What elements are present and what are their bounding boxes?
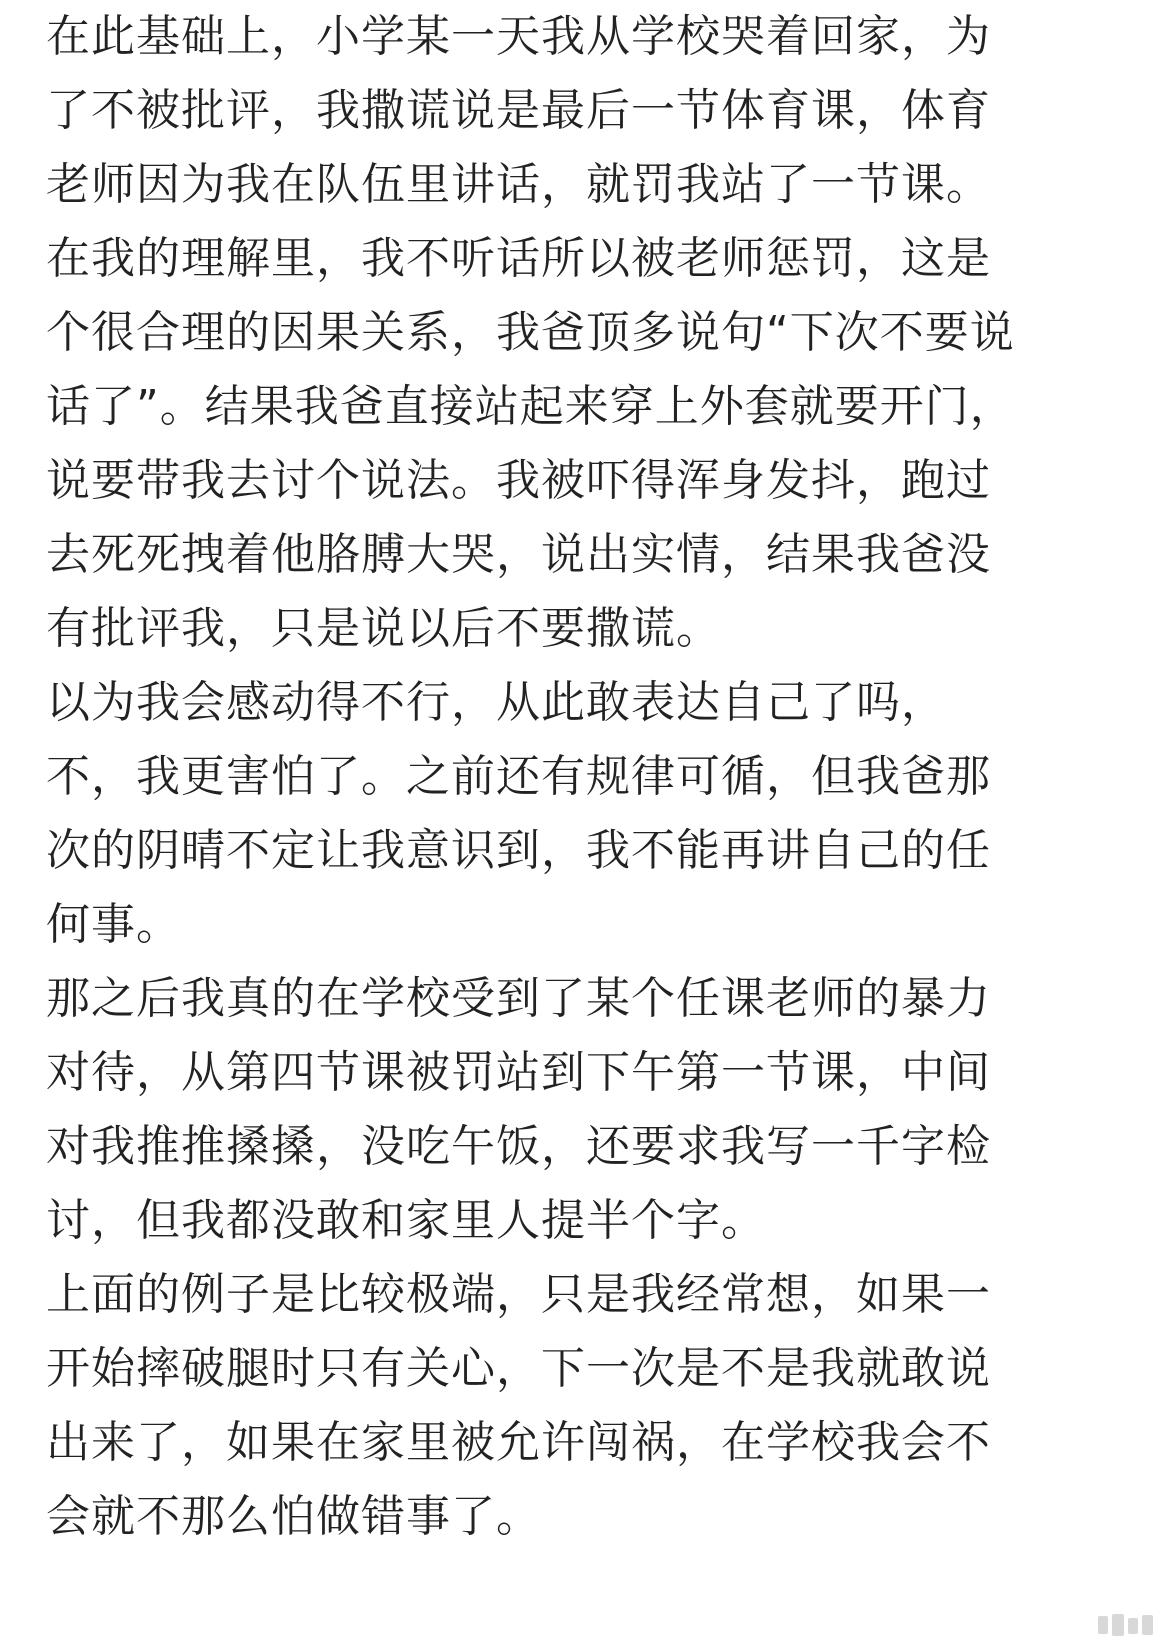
text-line: 次的阴晴不定让我意识到，我不能再讲自己的任 [46, 825, 991, 876]
text-line: 对待，从第四节课被罚站到下午第一节课，中间 [46, 1047, 991, 1098]
text-line: 去死死拽着他胳膊大哭，说出实情，结果我爸没 [46, 529, 991, 580]
watermark-logo-icon [1096, 1610, 1156, 1640]
text-line: 上面的例子是比较极端，只是我经常想，如果一 [46, 1269, 991, 1320]
text-line: 话了”。结果我爸直接站起来穿上外套就要开门， [46, 381, 1015, 432]
text-line: 何事。 [46, 899, 181, 950]
text-line: 开始摔破腿时只有关心，下一次是不是我就敢说 [46, 1343, 991, 1394]
text-line: 那之后我真的在学校受到了某个任课老师的暴力 [46, 973, 991, 1024]
text-line: 不，我更害怕了。之前还有规律可循，但我爸那 [46, 751, 991, 802]
text-line: 在我的理解里，我不听话所以被老师惩罚，这是 [46, 233, 991, 284]
text-line: 了不被批评，我撒谎说是最后一节体育课，体育 [46, 85, 991, 136]
text-line: 以为我会感动得不行，从此敢表达自己了吗， [46, 677, 946, 728]
text-line: 讨，但我都没敢和家里人提半个字。 [46, 1195, 766, 1246]
article-body [46, 0, 1126, 1554]
text-line: 对我推推搡搡，没吃午饭，还要求我写一千字检 [46, 1121, 991, 1172]
text-line: 个很合理的因果关系，我爸顶多说句“下次不要说 [46, 307, 1015, 358]
text-line: 说要带我去讨个说法。我被吓得浑身发抖，跑过 [46, 455, 991, 506]
text-line: 老师因为我在队伍里讲话，就罚我站了一节课。 [46, 159, 991, 210]
text-line: 有批评我，只是说以后不要撒谎。 [46, 603, 721, 654]
text-line: 会就不那么怕做错事了。 [46, 1491, 541, 1542]
text-line: 在此基础上，小学某一天我从学校哭着回家，为 [46, 11, 991, 62]
text-line: 出来了，如果在家里被允许闯祸，在学校我会不 [46, 1417, 991, 1468]
